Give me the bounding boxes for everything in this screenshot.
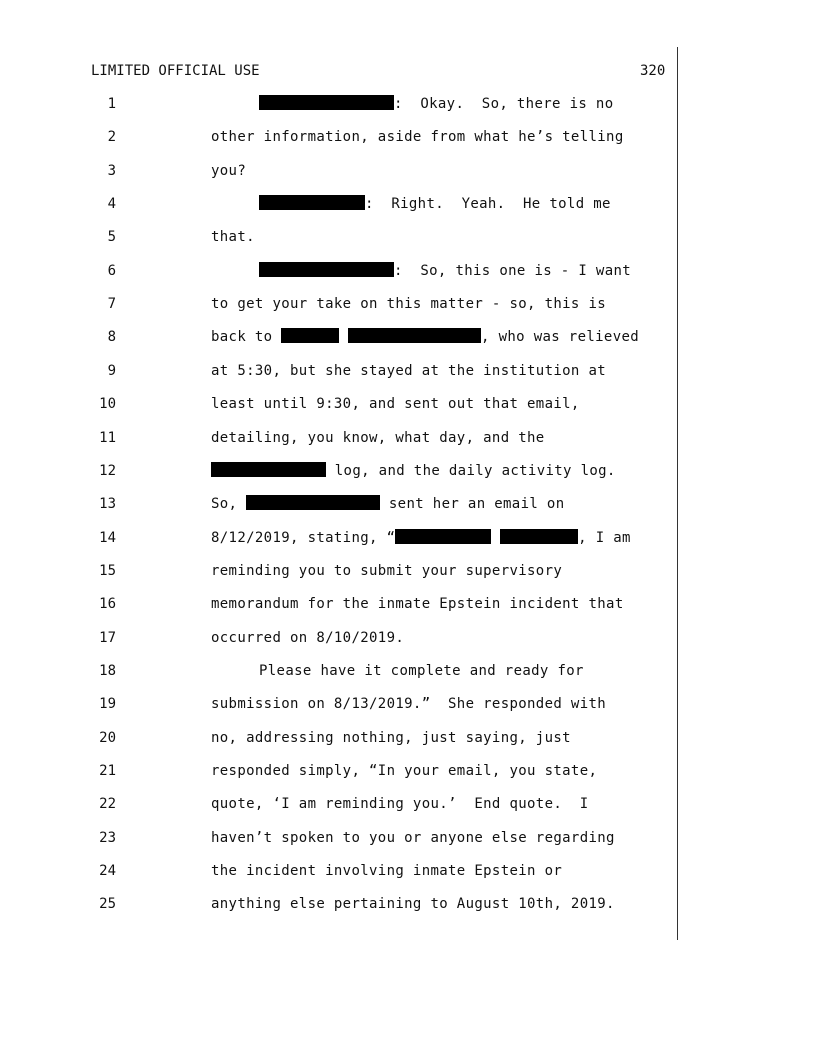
transcript-line xyxy=(0,327,816,347)
line-number: 25 xyxy=(99,896,116,912)
line-text-segment: no, addressing nothing, just saying, just xyxy=(211,730,571,746)
line-text-segment: least until 9:30, and sent out that email, xyxy=(211,396,580,412)
line-text-segment: the incident involving inmate Epstein or xyxy=(211,863,563,879)
line-number: 24 xyxy=(99,863,116,879)
line-number: 7 xyxy=(107,296,116,312)
line-text xyxy=(259,261,631,281)
redaction-box xyxy=(259,262,394,277)
line-number: 17 xyxy=(99,630,116,646)
line-number: 23 xyxy=(99,830,116,846)
line-text xyxy=(211,294,606,314)
line-text xyxy=(211,894,615,914)
line-text xyxy=(211,761,597,781)
line-text-segment xyxy=(339,329,348,345)
line-number: 10 xyxy=(99,396,116,412)
line-number: 2 xyxy=(107,129,116,145)
line-text-segment: submission on 8/13/2019.” She responded with xyxy=(211,696,607,712)
transcript-line xyxy=(0,794,816,814)
line-text-segment: sent her an email on xyxy=(380,496,565,512)
transcript-line xyxy=(0,528,816,548)
line-text xyxy=(211,327,639,347)
transcript-line xyxy=(0,461,816,481)
line-number: 12 xyxy=(99,463,116,479)
line-text xyxy=(259,661,584,681)
line-text-segment: quote, ‘I am reminding you.’ End quote. I xyxy=(211,796,589,812)
line-text xyxy=(211,227,255,247)
transcript-line xyxy=(0,394,816,414)
transcript-line xyxy=(0,761,816,781)
transcript-line xyxy=(0,261,816,281)
redaction-box xyxy=(246,495,380,510)
line-text xyxy=(211,161,246,181)
line-number: 13 xyxy=(99,496,116,512)
line-number: 6 xyxy=(107,263,116,279)
line-text-segment: 8/12/2019, stating, “ xyxy=(211,530,396,546)
line-text xyxy=(211,828,615,848)
line-text xyxy=(211,861,562,881)
line-number: 21 xyxy=(99,763,116,779)
transcript-line xyxy=(0,361,816,381)
transcript-line xyxy=(0,661,816,681)
line-text-segment: that. xyxy=(211,229,255,245)
transcript-line xyxy=(0,428,816,448)
redaction-box xyxy=(500,529,578,544)
line-number: 22 xyxy=(99,796,116,812)
transcript-line xyxy=(0,594,816,614)
line-number: 4 xyxy=(107,196,116,212)
line-text-segment: : So, this one is - I want xyxy=(394,263,632,279)
transcript-line xyxy=(0,194,816,214)
transcript-line xyxy=(0,294,816,314)
line-text-segment: haven’t spoken to you or anyone else regarding xyxy=(211,830,615,846)
line-number: 20 xyxy=(99,730,116,746)
redaction-box xyxy=(281,328,339,343)
redaction-box xyxy=(211,462,326,477)
line-number: 5 xyxy=(107,229,116,245)
line-text xyxy=(211,561,562,581)
line-text xyxy=(211,394,580,414)
transcript-line xyxy=(0,94,816,114)
line-text-segment: you? xyxy=(211,163,247,179)
line-text xyxy=(211,461,616,481)
line-number: 16 xyxy=(99,596,116,612)
line-number: 18 xyxy=(99,663,116,679)
redaction-box xyxy=(395,529,491,544)
line-text-segment: log, and the daily activity log. xyxy=(326,463,616,479)
line-text xyxy=(211,361,606,381)
transcript-line xyxy=(0,227,816,247)
line-text xyxy=(211,628,404,648)
line-text xyxy=(211,528,631,548)
line-text-segment: other information, aside from what he’s telling xyxy=(211,129,624,145)
transcript-line xyxy=(0,161,816,181)
line-text-segment: : Okay. So, there is no xyxy=(394,96,614,112)
line-text xyxy=(259,194,611,214)
line-text-segment: So, xyxy=(211,496,247,512)
line-text xyxy=(211,494,564,514)
line-text-segment: detailing, you know, what day, and the xyxy=(211,430,545,446)
line-text-segment: reminding you to submit your supervisory xyxy=(211,563,563,579)
line-text-segment: occurred on 8/10/2019. xyxy=(211,630,405,646)
line-text-segment: memorandum for the inmate Epstein incident that xyxy=(211,596,624,612)
line-text xyxy=(211,694,606,714)
line-text-segment: : Right. Yeah. He told me xyxy=(365,196,611,212)
line-number: 9 xyxy=(107,363,116,379)
line-text xyxy=(259,94,613,114)
line-text-segment: to get your take on this matter - so, this is xyxy=(211,296,607,312)
transcript-line xyxy=(0,127,816,147)
page-number: 320 xyxy=(640,63,666,79)
line-text xyxy=(211,794,588,814)
line-text xyxy=(211,428,545,448)
line-text-segment: , who was relieved xyxy=(481,329,640,345)
line-number: 15 xyxy=(99,563,116,579)
line-number: 19 xyxy=(99,696,116,712)
redaction-box xyxy=(259,195,365,210)
transcript-line xyxy=(0,728,816,748)
page-header-label: LIMITED OFFICIAL USE xyxy=(91,63,260,79)
line-text xyxy=(211,127,624,147)
transcript-line xyxy=(0,828,816,848)
redaction-box xyxy=(348,328,481,343)
line-number: 3 xyxy=(107,163,116,179)
line-text-segment: anything else pertaining to August 10th, 2019. xyxy=(211,896,615,912)
line-text xyxy=(211,728,571,748)
line-text-segment: responded simply, “In your email, you state, xyxy=(211,763,598,779)
transcript-line xyxy=(0,894,816,914)
line-text-segment xyxy=(491,530,500,546)
transcript-line xyxy=(0,561,816,581)
transcript-line xyxy=(0,861,816,881)
line-text-segment: , I am xyxy=(578,530,631,546)
line-text-segment: Please have it complete and ready for xyxy=(259,663,584,679)
line-number: 8 xyxy=(107,329,116,345)
redaction-box xyxy=(259,95,394,110)
transcript-line xyxy=(0,628,816,648)
line-number: 1 xyxy=(107,96,116,112)
transcript-line xyxy=(0,494,816,514)
line-text-segment: at 5:30, but she stayed at the institution at xyxy=(211,363,607,379)
line-number: 14 xyxy=(99,530,116,546)
line-text-segment: back to xyxy=(211,329,282,345)
line-number: 11 xyxy=(99,430,116,446)
transcript-line xyxy=(0,694,816,714)
line-text xyxy=(211,594,624,614)
